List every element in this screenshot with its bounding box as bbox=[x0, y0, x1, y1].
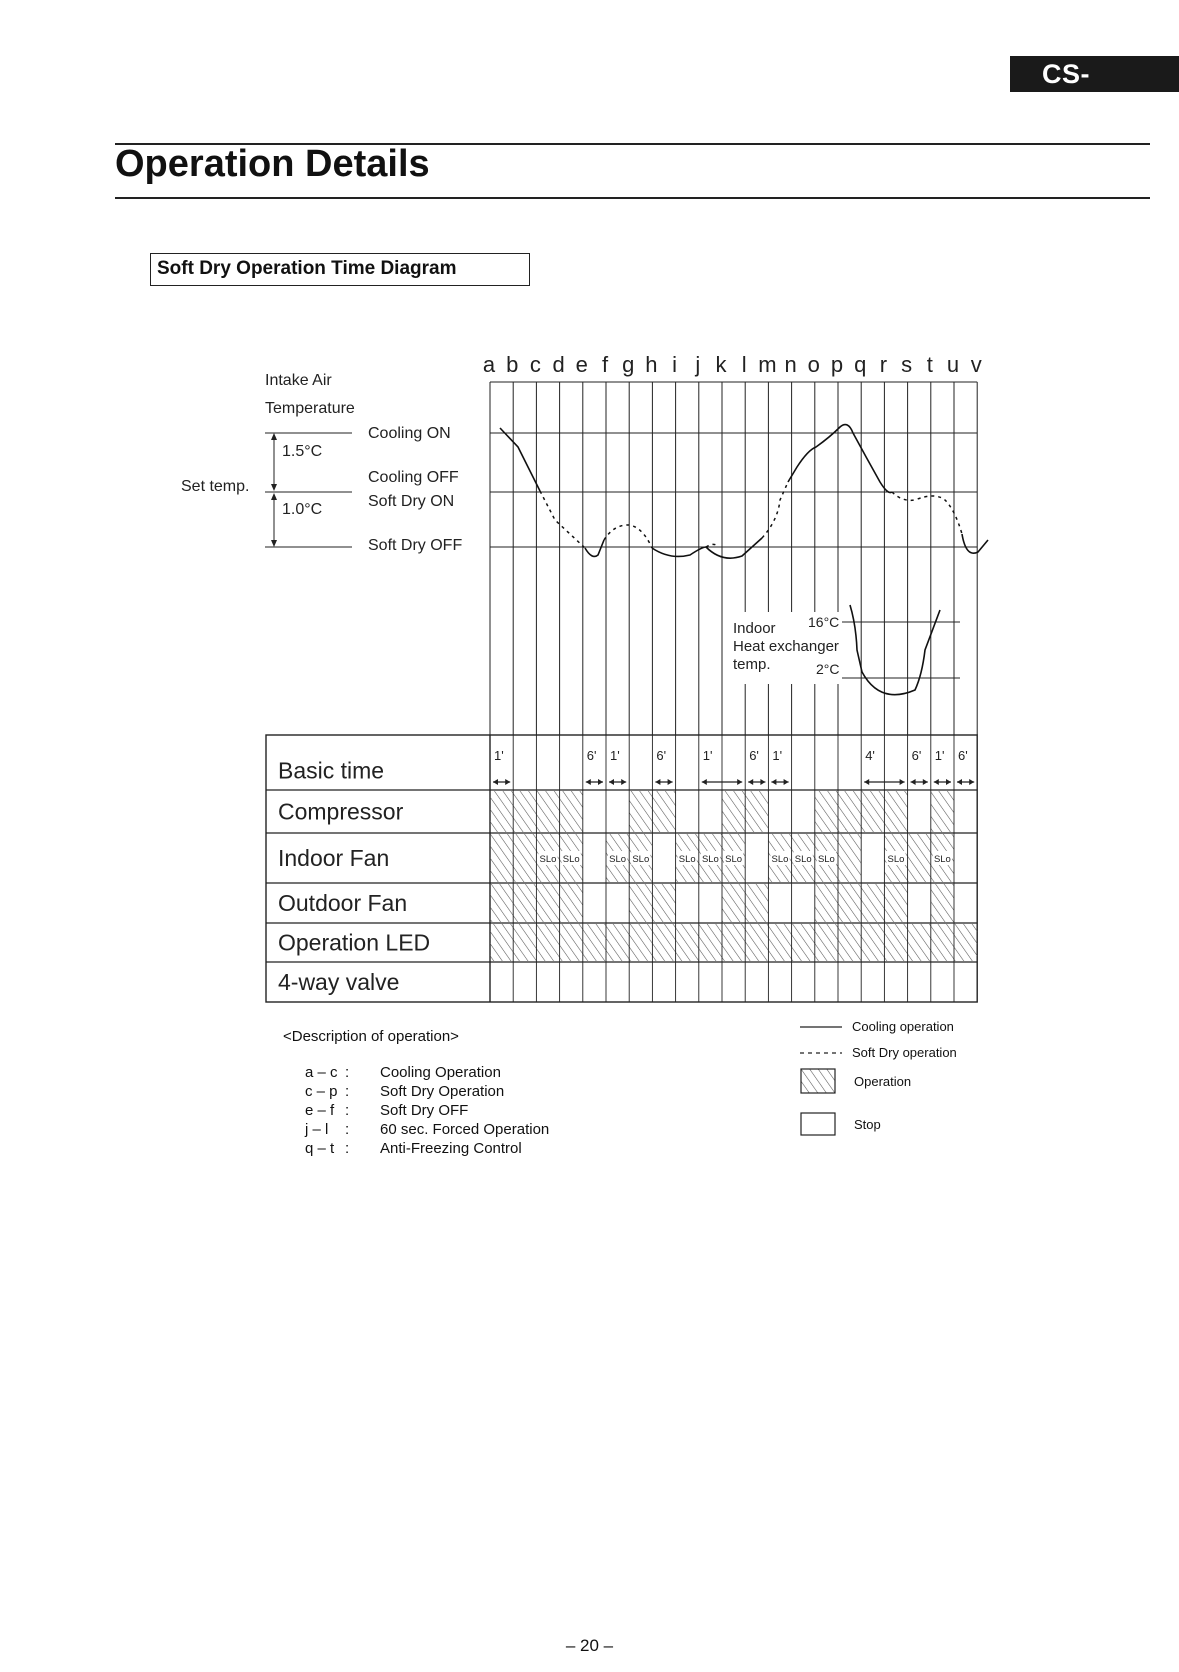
basic-time-mark: 6' bbox=[958, 748, 968, 763]
description-title: <Description of operation> bbox=[283, 1028, 459, 1045]
column-letter: p bbox=[830, 352, 844, 377]
basic-time-arrowhead bbox=[609, 779, 614, 785]
intake-label-line1: Intake Air bbox=[265, 372, 332, 389]
column-letter: h bbox=[645, 352, 658, 377]
description-item: j – l : 60 sec. Forced Operation bbox=[305, 1121, 550, 1138]
column-letter: a bbox=[482, 352, 496, 377]
soft-dry-on-label: Soft Dry ON bbox=[368, 493, 455, 510]
description-item: c – p : Soft Dry Operation bbox=[305, 1083, 505, 1100]
basic-time-mark: 1' bbox=[934, 748, 945, 763]
basic-time-mark: 1' bbox=[702, 748, 713, 763]
legend-cooling: Cooling operation bbox=[800, 1019, 954, 1034]
basic-time-arrowhead bbox=[668, 779, 673, 785]
model-badge: CS-A70KE bbox=[1010, 56, 1179, 92]
column-letter: d bbox=[552, 352, 565, 377]
row-label: 4-way valve bbox=[278, 969, 400, 995]
delta-upper-label: 1.5°C bbox=[282, 443, 323, 460]
slo-label: SLo bbox=[609, 854, 627, 865]
basic-time-arrowhead bbox=[946, 779, 951, 785]
slo-label: SLo bbox=[539, 854, 557, 865]
set-temp-label: Set temp. bbox=[181, 478, 250, 495]
column-letter: r bbox=[879, 352, 888, 377]
slo-label: SLo bbox=[562, 854, 580, 865]
section-title: Soft Dry Operation Time Diagram bbox=[150, 253, 530, 286]
row-label: Operation LED bbox=[278, 929, 431, 956]
hx-lower-temp: 2°C bbox=[816, 661, 840, 677]
basic-time-arrowhead bbox=[598, 779, 603, 785]
operation-bar bbox=[931, 884, 954, 922]
cooling-off-label: Cooling OFF bbox=[368, 469, 459, 486]
dashed-line-icon bbox=[800, 1048, 842, 1058]
timing-table bbox=[266, 735, 977, 1002]
legend-soft-dry: Soft Dry operation bbox=[800, 1045, 957, 1060]
row-label: Outdoor Fan bbox=[278, 890, 408, 916]
basic-time-arrowhead bbox=[864, 779, 869, 785]
column-letter: m bbox=[758, 352, 777, 377]
delta-lower-label: 1.0°C bbox=[282, 501, 323, 518]
column-letter: u bbox=[946, 352, 960, 377]
basic-time-arrowhead bbox=[737, 779, 742, 785]
basic-time-arrowhead bbox=[969, 779, 974, 785]
hatched-box-icon bbox=[800, 1068, 836, 1094]
basic-time-arrowhead bbox=[586, 779, 591, 785]
cooling-on-label: Cooling ON bbox=[368, 425, 451, 442]
basic-time-mark: 1' bbox=[610, 748, 620, 763]
page-title: Operation Details bbox=[115, 143, 430, 185]
soft-dry-off-label: Soft Dry OFF bbox=[368, 537, 463, 554]
column-letter: s bbox=[901, 352, 913, 377]
basic-time-arrowhead bbox=[760, 779, 765, 785]
row-label: Compressor bbox=[278, 798, 404, 825]
heat-exchanger-panel bbox=[732, 605, 960, 695]
basic-time-mark: 4' bbox=[865, 748, 875, 763]
column-letter: q bbox=[854, 352, 867, 377]
operation-bar bbox=[490, 924, 977, 961]
column-letter: f bbox=[601, 352, 609, 377]
basic-time-mark: 6' bbox=[911, 748, 922, 763]
basic-time-arrowhead bbox=[934, 779, 939, 785]
slo-label: SLo bbox=[701, 854, 719, 865]
slo-label: SLo bbox=[887, 854, 905, 865]
column-letter: v bbox=[970, 352, 982, 377]
row-label: Indoor Fan bbox=[278, 845, 390, 871]
description-item: e – f : Soft Dry OFF bbox=[305, 1102, 469, 1119]
column-letter: o bbox=[807, 352, 820, 377]
basic-time-mark: 6' bbox=[586, 748, 597, 763]
empty-box-icon bbox=[800, 1112, 836, 1136]
row-label: Basic time bbox=[278, 757, 385, 784]
legend-operation: Operation bbox=[800, 1068, 911, 1094]
column-letter: l bbox=[741, 352, 747, 377]
slo-label: SLo bbox=[933, 854, 951, 865]
operation-bar bbox=[931, 791, 954, 832]
column-letter: j bbox=[695, 352, 701, 377]
basic-time-arrowhead bbox=[655, 779, 660, 785]
column-letter: i bbox=[672, 352, 678, 377]
column-letter: c bbox=[529, 352, 541, 377]
basic-time-arrowhead bbox=[493, 779, 498, 785]
column-letter: g bbox=[622, 352, 635, 377]
column-letter: b bbox=[506, 352, 519, 377]
column-letter: k bbox=[715, 352, 727, 377]
basic-time-arrowhead bbox=[784, 779, 789, 785]
column-letter: n bbox=[784, 352, 797, 377]
basic-time-mark: 1' bbox=[772, 748, 783, 763]
basic-time-arrowhead bbox=[957, 779, 962, 785]
basic-time-mark: 1' bbox=[494, 748, 504, 763]
basic-time-arrowhead bbox=[748, 779, 753, 785]
intake-temp-curve bbox=[500, 425, 988, 559]
hx-label-line2: Heat exchanger bbox=[733, 638, 839, 655]
slo-label: SLo bbox=[678, 854, 696, 865]
page-number: – 20 – bbox=[565, 1636, 614, 1655]
slo-label: SLo bbox=[794, 854, 812, 865]
slo-label: SLo bbox=[632, 854, 650, 865]
operation-bar bbox=[838, 834, 861, 882]
column-letters bbox=[483, 352, 982, 377]
slo-label: SLo bbox=[725, 854, 743, 865]
basic-time-mark: 6' bbox=[656, 748, 667, 763]
column-letter: e bbox=[575, 352, 588, 377]
description-item: q – t : Anti-Freezing Control bbox=[305, 1140, 522, 1157]
basic-time-arrowhead bbox=[923, 779, 928, 785]
slo-label: SLo bbox=[771, 854, 789, 865]
description-item: a – c : Cooling Operation bbox=[305, 1064, 501, 1081]
basic-time-arrowhead bbox=[621, 779, 626, 785]
intake-label-line2: Temperature bbox=[265, 400, 355, 417]
basic-time-arrowhead bbox=[911, 779, 916, 785]
basic-time-arrowhead bbox=[505, 779, 510, 785]
description-list bbox=[305, 1063, 549, 1158]
hx-label-line3: temp. bbox=[733, 656, 771, 673]
basic-time-arrowhead bbox=[900, 779, 905, 785]
legend-stop: Stop bbox=[800, 1112, 881, 1136]
solid-line-icon bbox=[800, 1022, 842, 1032]
slo-label: SLo bbox=[817, 854, 835, 865]
basic-time-arrowhead bbox=[771, 779, 776, 785]
basic-time-arrowhead bbox=[702, 779, 707, 785]
column-letter: t bbox=[926, 352, 933, 377]
hx-label-line1: Indoor bbox=[733, 620, 776, 637]
basic-time-mark: 6' bbox=[749, 748, 759, 763]
hx-upper-temp: 16°C bbox=[808, 614, 840, 630]
